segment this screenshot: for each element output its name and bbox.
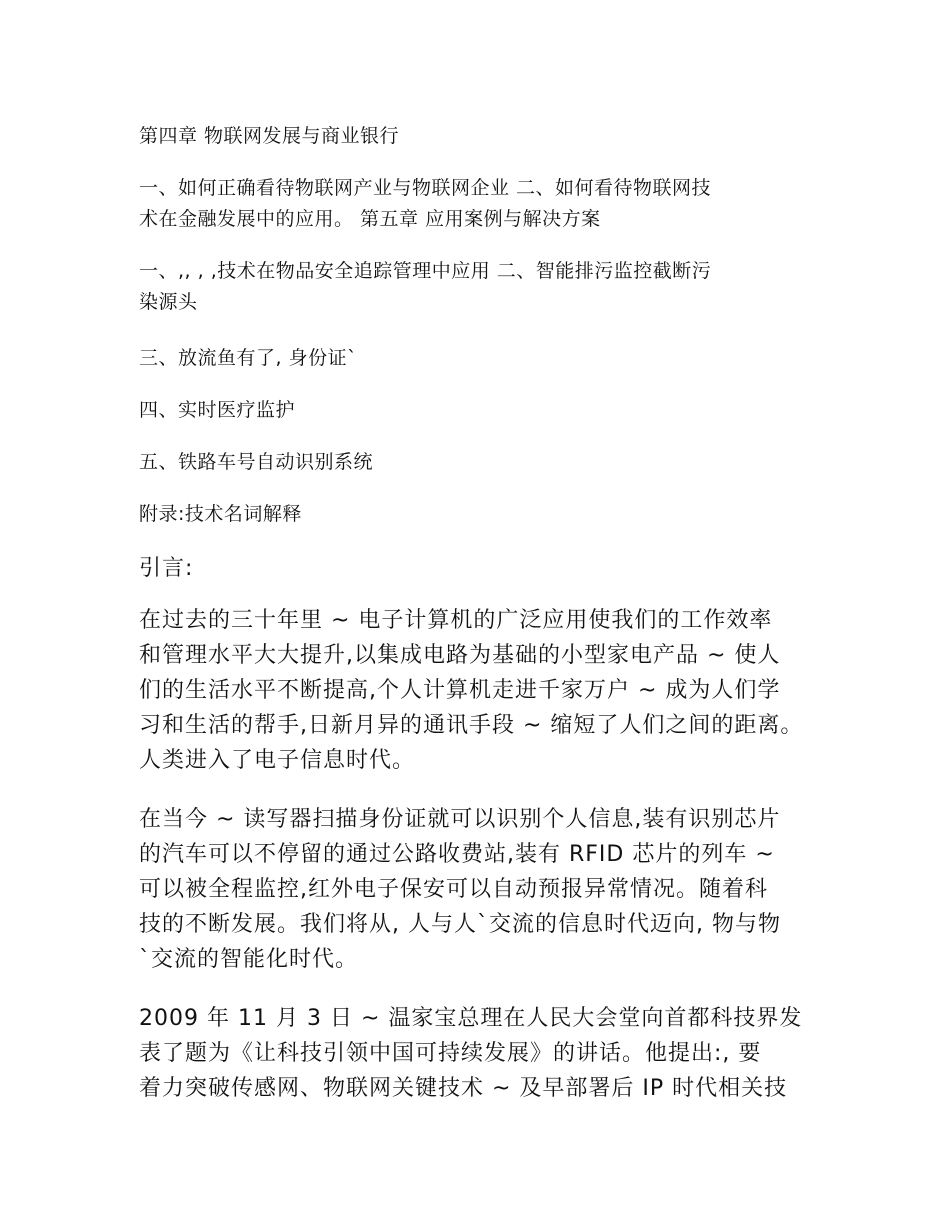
paragraph-3-line-1: 2009 年 11 月 3 日 ~ 温家宝总理在人民大会堂向首都科技界发: [139, 1006, 803, 1031]
toc-item-5: 五、铁路车号自动识别系统: [139, 451, 374, 473]
paragraph-3-line-2: 表了题为《让科技引领中国可持续发展》的讲话。他提出:, 要: [139, 1041, 762, 1066]
toc-appendix: 附录:技术名词解释: [139, 503, 302, 525]
paragraph-2-line-3: 可以被全程监控,红外电子保安可以自动预报异常情况。随着科: [139, 877, 768, 902]
paragraph-1-line-5: 人类进入了电子信息时代。: [139, 748, 416, 773]
toc-item-1-line-1: 一、如何正确看待物联网产业与物联网企业 二、如何看待物联网技: [139, 177, 712, 199]
paragraph-2-line-1: 在当今 ~ 读写器扫描身份证就可以识别个人信息,装有识别芯片: [139, 807, 781, 832]
intro-heading: 引言:: [139, 556, 194, 581]
toc-item-4: 四、实时医疗监护: [139, 399, 296, 421]
toc-item-3: 三、放流鱼有了, 身份证`: [139, 347, 358, 369]
toc-item-2-line-1: 一、,, , ,技术在物品安全追踪管理中应用 二、智能排污监控截断污: [139, 260, 712, 282]
paragraph-2-line-5: `交流的智能化时代。: [139, 947, 359, 972]
paragraph-2-line-2: 的汽车可以不停留的通过公路收费站,装有 RFID 芯片的列车 ~: [139, 842, 775, 867]
toc-item-1-line-2: 术在金融发展中的应用。 第五章 应用案例与解决方案: [139, 208, 601, 230]
paragraph-3-line-3: 着力突破传感网、物联网关键技术 ~ 及早部署后 IP 时代相关技: [139, 1076, 788, 1101]
toc-item-2-line-2: 染源头: [139, 291, 198, 313]
paragraph-1-line-2: 和管理水平大大提升,以集成电路为基础的小型家电产品 ~ 使人: [139, 643, 781, 668]
paragraph-1-line-4: 习和生活的帮手,日新月异的通讯手段 ~ 缩短了人们之间的距离。: [139, 713, 804, 738]
paragraph-1-line-1: 在过去的三十年里 ~ 电子计算机的广泛应用使我们的工作效率: [139, 608, 773, 633]
paragraph-2-line-4: 技的不断发展。我们将从, 人与人`交流的信息时代迈向, 物与物: [139, 912, 781, 937]
paragraph-1-line-3: 们的生活水平不断提高,个人计算机走进千家万户 ~ 成为人们学: [139, 678, 781, 703]
toc-chapter4: 第四章 物联网发展与商业银行: [139, 125, 400, 147]
